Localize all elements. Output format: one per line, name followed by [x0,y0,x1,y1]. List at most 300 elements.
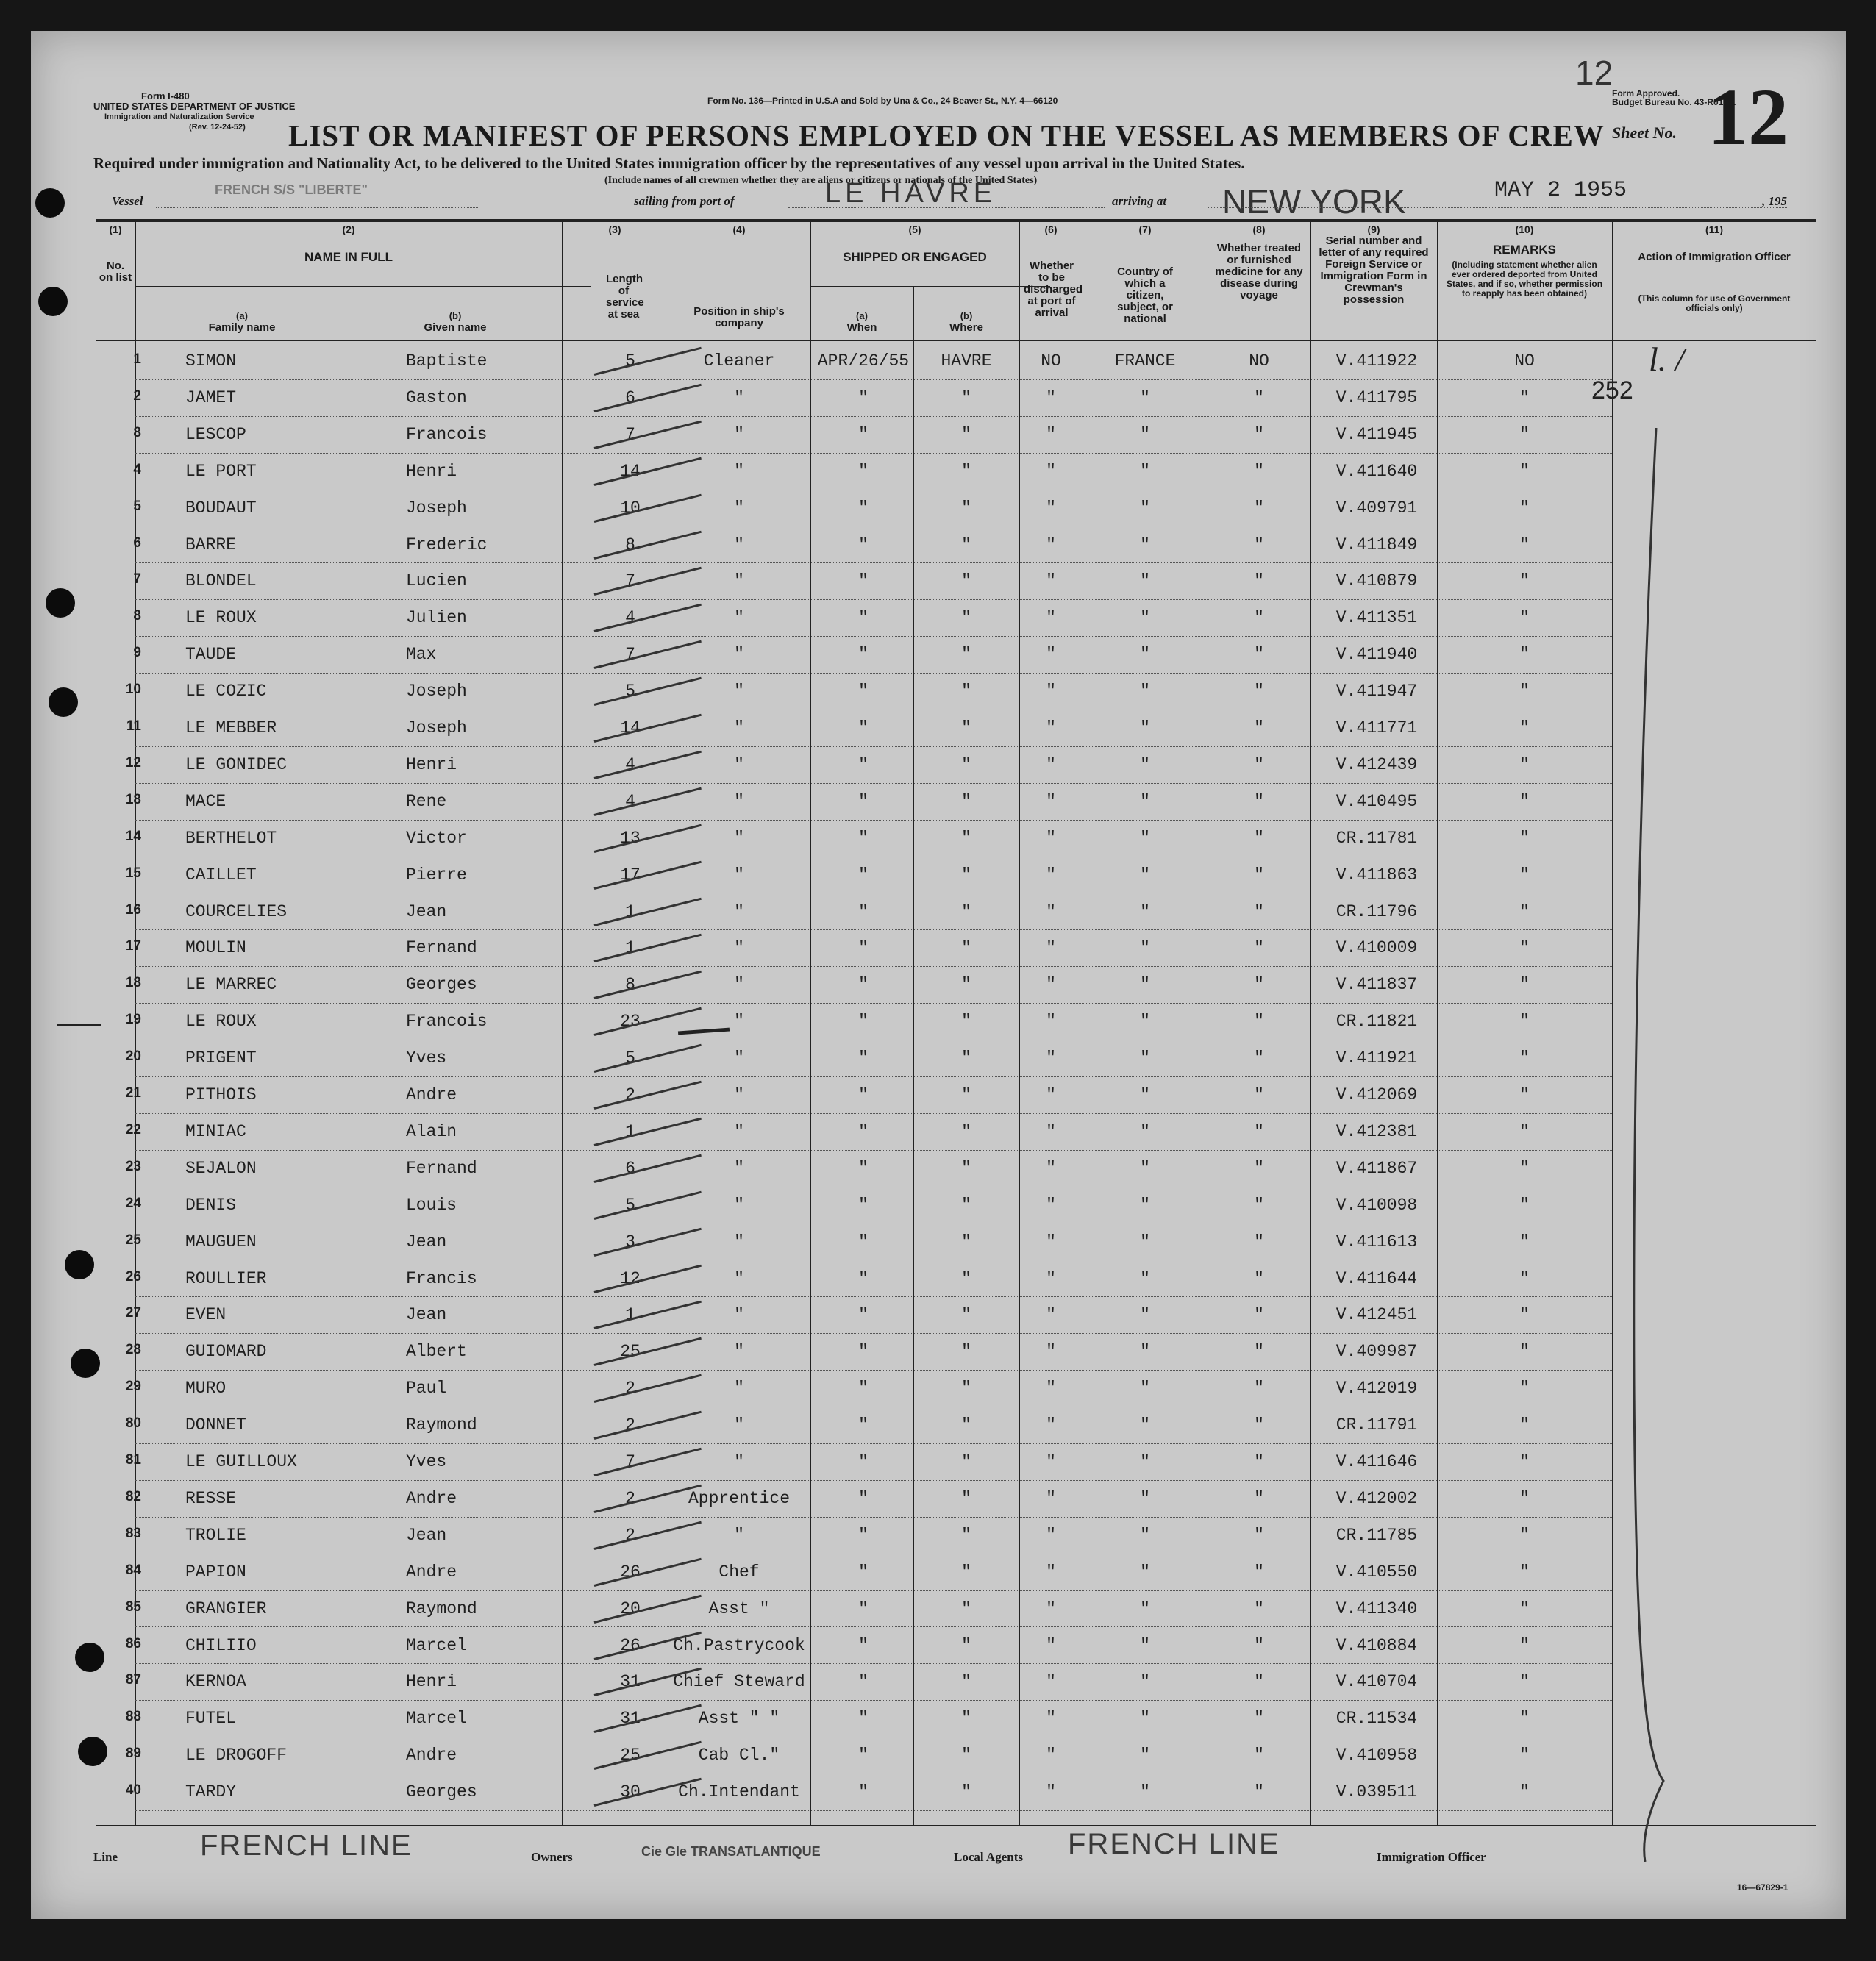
given-name: Joseph [406,682,467,701]
country: " [1140,1746,1150,1765]
discharged: " [1046,1488,1056,1508]
given-name: Julien [406,608,467,628]
medicine: " [1254,865,1264,885]
length-of-service: 4 [625,608,635,628]
length-of-service: 2 [625,1085,635,1104]
shipped-where: " [961,1452,971,1471]
given-name: Jean [406,1232,447,1251]
medicine: " [1254,754,1264,774]
country: " [1140,498,1150,518]
medicine: " [1254,1012,1264,1032]
medicine: " [1254,828,1264,848]
col-8-header: Whether treated or furnished medicine for any disease during voyage [1215,242,1303,301]
given-name: Fernand [406,938,477,958]
shipped-where: " [961,1525,971,1545]
row-number: 83 [125,1525,141,1541]
serial-number: V.411644 [1335,1268,1418,1288]
form-number: Form I-480 [141,90,190,101]
family-name: LE GUILLOUX [185,1452,297,1471]
length-of-service: 1 [625,938,635,958]
serial-number: V.412019 [1335,1379,1418,1399]
position: Ch.Intendant [678,1782,800,1802]
remarks: " [1519,754,1530,774]
remarks: " [1519,791,1530,811]
col-5-header: SHIPPED OR ENGAGED [843,250,987,264]
remarks: " [1519,1012,1530,1032]
shipped-where: " [961,938,971,958]
manifest-subtitle: Required under immigration and Nationality Act, to be delivered to the United States immigration officer by the representatives of any vessel upon arrival in the United States. [93,154,1245,172]
medicine: " [1254,938,1264,958]
serial-number: V.410098 [1335,1195,1418,1215]
country: " [1140,1158,1150,1178]
col-10-number: (10) [1515,224,1534,235]
row-number: 40 [125,1782,141,1799]
agents-label: Local Agents [954,1850,1023,1864]
officer-mark: l. / [1649,340,1685,378]
shipped-where: " [961,645,971,665]
medicine: " [1254,1085,1264,1104]
shipped-when: " [858,682,869,701]
given-name: Yves [406,1452,447,1471]
position: " [734,645,744,665]
medicine: NO [1249,351,1269,371]
given-name: Andre [406,1488,457,1508]
row-number: 18 [125,791,141,807]
position: " [734,1525,744,1545]
table-row [31,1408,1846,1446]
serial-number: V.411863 [1335,865,1418,885]
length-of-service: 6 [625,1158,635,1178]
family-name: LE DROGOFF [185,1746,288,1765]
sheet-number: 12 [1708,72,1788,162]
row-number: 8 [133,424,141,440]
row-number: 81 [125,1452,141,1468]
discharged: " [1046,1232,1056,1251]
shipped-when: " [858,1305,869,1325]
given-name: Henri [406,1672,457,1692]
table-row [31,785,1846,822]
family-name: SEJALON [185,1158,257,1178]
discharged: " [1046,1562,1056,1582]
given-name: Victor [406,828,467,848]
col-2-number: (2) [342,224,355,235]
family-name: DONNET [185,1415,246,1435]
remarks: " [1519,1121,1530,1141]
remarks: " [1519,1635,1530,1655]
col-10-note: (Including statement whether alien ever ordered deported from United States, and if so, whether permission to reapply has been obtained) [1446,260,1603,299]
table-row [31,564,1846,601]
year-label: , 195 [1762,194,1787,208]
row-number: 7 [133,571,141,587]
shipped-when: " [858,1635,869,1655]
arriving-label: arriving at [1112,194,1167,208]
country: " [1140,901,1150,921]
row-number: 2 [133,387,141,404]
shipped-where: " [961,1562,971,1582]
shipped-when: " [858,645,869,665]
discharged: " [1046,608,1056,628]
col-1-header: No. on list [99,260,132,284]
country: " [1140,1452,1150,1471]
medicine: " [1254,1195,1264,1215]
family-name: JAMET [185,387,237,407]
remarks: " [1519,828,1530,848]
shipped-when: " [858,424,869,444]
length-of-service: 10 [620,498,641,518]
length-of-service: 4 [625,791,635,811]
given-name: Georges [406,1782,477,1802]
length-of-service: 7 [625,1452,635,1471]
form-approval: Form Approved. [1612,88,1680,99]
discharged: " [1046,1415,1056,1435]
length-of-service: 20 [620,1599,641,1618]
col-8-number: (8) [1252,224,1266,235]
col-11-number: (11) [1705,224,1724,235]
country: FRANCE [1114,351,1176,371]
serial-number: CR.11534 [1335,1709,1418,1729]
table-row [31,1775,1846,1812]
country: " [1140,975,1150,995]
table-row [31,454,1846,492]
remarks: " [1519,424,1530,444]
row-number: 84 [125,1562,141,1578]
remarks: " [1519,1746,1530,1765]
position: " [734,387,744,407]
remarks: " [1519,571,1530,591]
medicine: " [1254,571,1264,591]
table-row [31,1115,1846,1152]
owners-value: Cie Gle TRANSATLANTIQUE [641,1844,821,1859]
medicine: " [1254,1049,1264,1068]
table-row [31,711,1846,749]
country: " [1140,1415,1150,1435]
shipped-when: " [858,975,869,995]
table-row [31,381,1846,418]
service-name: Immigration and Naturalization Service [104,112,254,121]
length-of-service: 17 [620,865,641,885]
serial-number: V.411947 [1335,682,1418,701]
country: " [1140,1782,1150,1802]
remarks: " [1519,1379,1530,1399]
shipped-where: " [961,1379,971,1399]
position: Asst " " [698,1709,780,1729]
row-number: 12 [125,754,141,771]
discharged: " [1046,461,1056,481]
remarks: " [1519,682,1530,701]
family-name: BOUDAUT [185,498,257,518]
discharged: " [1046,791,1056,811]
position: " [734,828,744,848]
discharged: " [1046,1268,1056,1288]
arrival-date: MAY 2 1955 [1494,178,1627,203]
row-number: 86 [125,1635,141,1651]
country: " [1140,1049,1150,1068]
family-name: LE ROUX [185,1012,257,1032]
table-row [31,1078,1846,1115]
family-name: LE PORT [185,461,257,481]
col-9-header: Serial number and letter of any required Foreign Service or Immigration Form in Crewman's possession [1319,235,1429,306]
line-label: Line [93,1850,118,1864]
given-name: Paul [406,1379,447,1399]
length-of-service: 26 [620,1562,641,1582]
given-name: Georges [406,975,477,995]
shipped-where: " [961,1121,971,1141]
country: " [1140,1562,1150,1582]
shipped-where: " [961,791,971,811]
medicine: " [1254,1305,1264,1325]
family-name: TAUDE [185,645,237,665]
shipped-where: " [961,1012,971,1032]
discharged: " [1046,1195,1056,1215]
shipped-where: " [961,1746,971,1765]
position: " [734,571,744,591]
col-6-number: (6) [1044,224,1058,235]
given-name: Raymond [406,1415,477,1435]
col-5a-letter: (a) [856,310,868,321]
col-5b-letter: (b) [960,310,973,321]
country: " [1140,1709,1150,1729]
col-11-header: Action of Immigration Officer [1638,251,1791,263]
serial-number: V.411771 [1335,718,1418,737]
given-name: Lucien [406,571,467,591]
col-3-number: (3) [608,224,621,235]
country: " [1140,1232,1150,1251]
shipped-when: " [858,901,869,921]
family-name: BERTHELOT [185,828,277,848]
shipped-where: " [961,1049,971,1068]
table-row [31,418,1846,455]
officer-label: Immigration Officer [1377,1850,1486,1864]
family-name: ROULLIER [185,1268,267,1288]
remarks: " [1519,938,1530,958]
serial-number: V.412002 [1335,1488,1418,1508]
table-row [31,1665,1846,1702]
position: " [734,682,744,701]
serial-number: V.410884 [1335,1635,1418,1655]
medicine: " [1254,1599,1264,1618]
col-2b-letter: (b) [449,310,462,321]
shipped-when: " [858,608,869,628]
shipped-when: APR/26/55 [817,351,910,371]
remarks: " [1519,718,1530,737]
country: " [1140,1635,1150,1655]
manifest-sheet: Form I-480 UNITED STATES DEPARTMENT OF JUSTICE Immigration and Naturalization Service (Rev. 12-24-52) Form No. 136—Printed in U.S.A and Sold by Una & Co., 24 Beaver St., N.Y. 4—66120 Form Approved. Budget Bureau No. 43-R018.1 12 Sheet No. 12 LIST OR MANIFEST OF PERSONS EMPLOYED ON THE VESSEL AS MEMBERS OF CREW Required under immigration and Nationality Act, to be delivered to the United States immigration officer by the representatives of any vessel upon arrival in the United States. (Include names of all crewmen whether they are aliens or citizens or nationals of the United States) Vessel FRENCH S/S "LIBERTE" sailing from port of LE HAVRE arriving at NEW YORK MAY 2 1955 , 195 (1) No. on list (2) NAME IN FULL (a) Family name (b) Given name (3) Length of service at sea (4) Position in ship's company (5) SHIPPED OR ENGAGED (a) When (b) Where (6) Whether to be discharged at port of arrival (7) Country of which a citizen, subject, or national (8) Whether treated or furnished medicine for any disease during voyage (9) Serial number and letter of any required Foreign Service or Immigration Form in Crewman's possession (10) REMARKS (Including statement whether alien ever ordered deported from United States, and if so, whether permission to reapply has been obtained) (11) Action of Immigration Officer (This column for use of Government officials only) 1 SIMON Baptiste 5 Cleaner APR/26/55 HAVRE NO FRANCE NO V.411922 NO 2 JAMET Gaston 6 " " " " " " V.411795 " 8 LESCOP Francois 7 " " " " " " V.411945 " 4 LE PORT Henri 14 " " " " " " V.411640 " 5 BOUDAUT Joseph 10 " " " " " " V.409791 " 6 BARRE Frederic 8 " " " " " " V.411849 " 7 BLONDEL Lucien 7 " " " " " " V.410879 " 8 LE ROUX Julien 4 " " " " " " V.411351 " 9 TAUDE Max 7 " " " " " " V.411940 " 10 LE COZIC Joseph 5 " " " " " " V.411947 " 11 LE MEBBER Joseph 14 " " " " " " V.411771 " 12 LE GONIDEC Henri 4 " " " " " " V.412439 " 18 MACE Rene 4 " " " " " " V.410495 " 14 BERTHELOT Victor 13 " " " " " " CR.11781 " 15 CAILLET Pierre 17 " " " " " " V.411863 " 16 COURCELIES Jean 1 " " " " " " CR.11796 " 17 MOULIN Fernand 1 " " " " " " V.410009 " 18 LE MARREC Georges 8 " " " " " " V.411837 " 19 LE ROUX Francois 23 " " " " " " CR.11821 " 20 PRIGENT Yves 5 " " " " " " V.411921 " 21 PITHOIS Andre 2 " " " " " " V.412069 " 22 MINIAC Alain 1 " " " " " " V.412381 " 23 SEJALON Fernand 6 " " " " " " V.411867 " 24 DENIS Louis 5 " " " " " " V.410098 " 25 MAUGUEN Jean 3 " " " " " " V.411613 " 26 ROULLIER Francis 12 " " " " " " V.411644 " 27 EVEN Jean 1 " " " " " " V.412451 " 28 GUIOMARD Albert 25 " " " " " " V.409987 " 29 MURO Paul 2 " " " " " " V.412019 " 80 DONNET Raymond 2 " " " " " " CR.11791 " 81 LE GUILLOUX Yves 7 " " " " " " V.411646 " 82 RESSE Andre 2 Apprentice " " " " " V.412002 " 83 TROLIE Jean 2 " " " " " " CR.11785 " 84 PAPION Andre 26 Chef " " " " " V.410550 " 85 GRANGIER Raymond 20 Asst " " " " " " V.411340 " 86 CHILIIO Marcel 26 Ch.Pastrycook " " " " " V.410884 " 87 KERNOA Henri 31 Chief Steward " " " " " V.410704 " 88 FUTEL Marcel 31 Asst " " " " " " " CR.11534 " 89 LE DROGOFF Andre 25 Cab Cl." " " " " " V.410958 " 40 TARDY Georges 30 Ch.Intendant " " " " " V.039511 " 252 l. / Line FRENCH LINE Owners Cie Gle TRANSATLANTIQUE Local Agents FRENCH LINE Immigration Officer 16—67829-1 [31,31,1846,1919]
row-number: 17 [125,938,141,954]
remarks: " [1519,1085,1530,1104]
serial-number: V.412451 [1335,1305,1418,1325]
position: " [734,975,744,995]
row-number: 87 [125,1672,141,1688]
shipped-where: " [961,571,971,591]
row-number: 25 [125,1232,141,1248]
table-row [31,895,1846,932]
remarks: " [1519,1525,1530,1545]
length-of-service: 1 [625,1121,635,1141]
country: " [1140,1305,1150,1325]
table-row [31,821,1846,859]
position: " [734,1195,744,1215]
country: " [1140,461,1150,481]
remarks: " [1519,1709,1530,1729]
length-of-service: 1 [625,901,635,921]
given-name: Francois [406,424,488,444]
family-name: MINIAC [185,1121,246,1141]
table-row [31,601,1846,638]
row-number: 8 [133,608,141,624]
position: Cleaner [703,351,775,371]
medicine: " [1254,1415,1264,1435]
shipped-where: " [961,1195,971,1215]
shipped-where: " [961,901,971,921]
row-number: 27 [125,1305,141,1321]
medicine: " [1254,535,1264,554]
family-name: LESCOP [185,424,246,444]
length-of-service: 7 [625,645,635,665]
row-number: 6 [133,535,141,551]
row-number: 20 [125,1049,141,1065]
shipped-when: " [858,1268,869,1288]
length-of-service: 4 [625,754,635,774]
discharged: " [1046,535,1056,554]
discharged: " [1046,1158,1056,1178]
discharged: " [1046,938,1056,958]
table-row [31,491,1846,529]
remarks: " [1519,387,1530,407]
serial-number: CR.11781 [1335,828,1418,848]
position: " [734,535,744,554]
line-value: FRENCH LINE [200,1829,413,1862]
row-number: 5 [133,498,141,514]
shipped-where: HAVRE [941,351,992,371]
table-row [31,674,1846,712]
serial-number: V.411795 [1335,387,1418,407]
medicine: " [1254,1379,1264,1399]
table-row [31,1371,1846,1409]
medicine: " [1254,1672,1264,1692]
medicine: " [1254,1488,1264,1508]
length-of-service: 13 [620,828,641,848]
binder-hole [35,188,65,218]
medicine: " [1254,1709,1264,1729]
length-of-service: 25 [620,1746,641,1765]
position: " [734,1158,744,1178]
family-name: LE GONIDEC [185,754,288,774]
shipped-when: " [858,535,869,554]
position: " [734,1121,744,1141]
length-of-service: 2 [625,1525,635,1545]
shipped-where: " [961,718,971,737]
family-name: SIMON [185,351,237,371]
family-name: PAPION [185,1562,246,1582]
agents-value: FRENCH LINE [1068,1828,1280,1860]
country: " [1140,1672,1150,1692]
position: " [734,865,744,885]
medicine: " [1254,387,1264,407]
discharged: " [1046,1672,1056,1692]
serial-number: V.411640 [1335,461,1418,481]
printer-note: Form No. 136—Printed in U.S.A and Sold by Una & Co., 24 Beaver St., N.Y. 4—66120 [707,96,1058,106]
given-name: Marcel [406,1709,467,1729]
shipped-where: " [961,1158,971,1178]
remarks: " [1519,1599,1530,1618]
position: Chief Steward [673,1672,805,1692]
serial-number: V.410704 [1335,1672,1418,1692]
discharged: " [1046,424,1056,444]
row-number: 9 [133,645,141,661]
medicine: " [1254,1525,1264,1545]
discharged: " [1046,498,1056,518]
serial-number: CR.11821 [1335,1012,1418,1032]
row-number: 11 [126,718,141,734]
row-number: 19 [125,1012,141,1028]
family-name: PITHOIS [185,1085,257,1104]
manifest-title: LIST OR MANIFEST OF PERSONS EMPLOYED ON THE VESSEL AS MEMBERS OF CREW [288,118,1605,152]
table-row [31,968,1846,1005]
margin-dash [57,1024,101,1026]
shipped-when: " [858,1525,869,1545]
col-4-number: (4) [732,224,746,235]
remarks: " [1519,1158,1530,1178]
remarks: " [1519,1195,1530,1215]
table-row [31,1004,1846,1042]
given-name: Marcel [406,1635,467,1655]
given-name: Henri [406,754,457,774]
discharged: " [1046,1782,1056,1802]
serial-number: V.410958 [1335,1746,1418,1765]
medicine: " [1254,498,1264,518]
row-number: 10 [125,682,141,698]
family-name: BARRE [185,535,237,554]
col-5-number: (5) [908,224,921,235]
medicine: " [1254,1782,1264,1802]
serial-number: V.410009 [1335,938,1418,958]
shipped-when: " [858,1085,869,1104]
shipped-when: " [858,1012,869,1032]
family-name: MOULIN [185,938,246,958]
serial-number: V.411921 [1335,1049,1418,1068]
row-number: 16 [125,901,141,918]
shipped-when: " [858,791,869,811]
given-name: Gaston [406,387,467,407]
length-of-service: 5 [625,351,635,371]
family-name: GUIOMARD [185,1342,267,1362]
remarks: " [1519,535,1530,554]
medicine: " [1254,718,1264,737]
shipped-when: " [858,828,869,848]
length-of-service: 7 [625,424,635,444]
position: " [734,938,744,958]
discharged: " [1046,1305,1056,1325]
length-of-service: 30 [620,1782,641,1802]
serial-number: V.411940 [1335,645,1418,665]
country: " [1140,754,1150,774]
remarks: " [1519,608,1530,628]
col-2a-header: Family name [208,321,276,334]
shipped-when: " [858,1232,869,1251]
remarks: " [1519,1488,1530,1508]
position: Cab Cl." [698,1746,780,1765]
family-name: LE COZIC [185,682,267,701]
length-of-service: 25 [620,1342,641,1362]
table-row [31,344,1846,382]
family-name: LE ROUX [185,608,257,628]
family-name: RESSE [185,1488,237,1508]
shipped-when: " [858,1672,869,1692]
given-name: Fernand [406,1158,477,1178]
form-revision: (Rev. 12-24-52) [189,123,246,132]
discharged: " [1046,682,1056,701]
position: Apprentice [688,1488,791,1508]
